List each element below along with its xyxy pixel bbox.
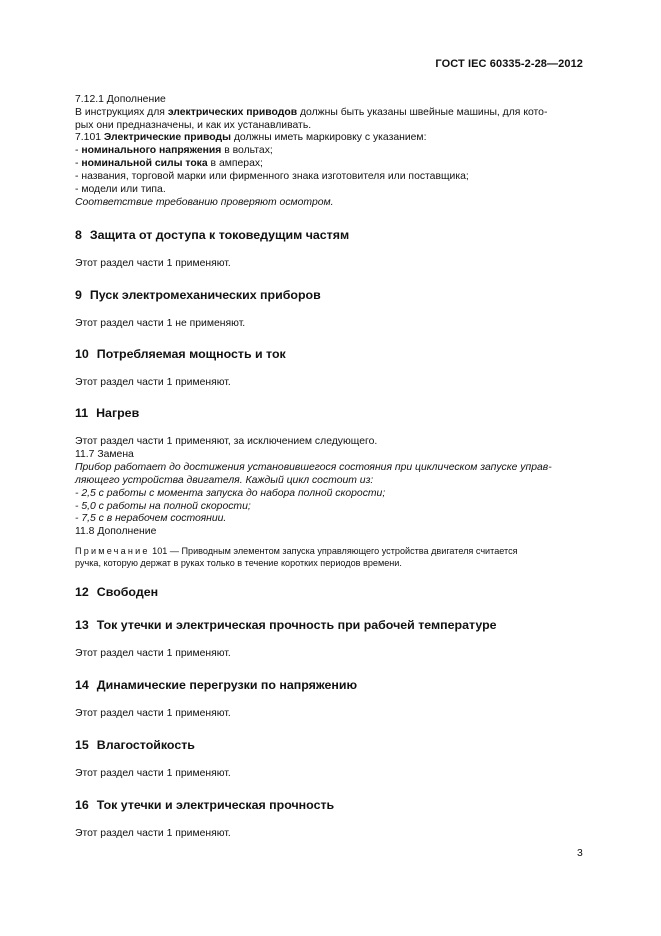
list-item: - номинальной силы тока в амперах; [75, 158, 263, 169]
clause-11-7-text: Прибор работает до достижения установившегося состояния при циклическом запуске управ- [75, 462, 552, 473]
section-15-text: Этот раздел части 1 применяют. [75, 768, 231, 779]
section-11-heading: 11 Нагрев [75, 406, 140, 420]
clause-7-12-1-text-cont: рых они предназначены, и как их устанавливать. [75, 120, 312, 131]
section-9-heading: 9 Пуск электромеханических приборов [75, 288, 321, 302]
clause-7-12-1-text: В инструкциях для электрических приводов должны быть указаны швейные машины, для кото- [75, 107, 548, 118]
section-13-text: Этот раздел части 1 применяют. [75, 648, 231, 659]
list-item: - 7,5 с в нерабочем состоянии. [75, 513, 227, 524]
section-8-heading: 8 Защита от доступа к токоведущим частям [75, 228, 350, 242]
section-12-heading: 12 Свободен [75, 585, 159, 599]
note-101: Примечание 101 — Приводным элементом запуска управляющего устройства двигателя считается [75, 546, 518, 556]
compliance-text: Соответствие требованию проверяют осмотром. [75, 197, 334, 208]
clause-7-101-text: 7.101 Электрические приводы должны иметь маркировку с указанием: [75, 132, 427, 143]
section-11-text: Этот раздел части 1 применяют, за исключением следующего. [75, 436, 378, 447]
page-number: 3 [577, 848, 583, 859]
section-14-heading: 14 Динамические перегрузки по напряжению [75, 678, 358, 692]
list-item: - номинального напряжения в вольтах; [75, 145, 273, 156]
section-14-text: Этот раздел части 1 применяют. [75, 708, 231, 719]
section-16-heading: 16 Ток утечки и электрическая прочность [75, 798, 335, 812]
clause-7-12-1-heading: 7.12.1 Дополнение [75, 94, 166, 105]
section-10-text: Этот раздел части 1 применяют. [75, 377, 231, 388]
section-16-text: Этот раздел части 1 применяют. [75, 828, 231, 839]
list-item: - названия, торговой марки или фирменного знака изготовителя или поставщика; [75, 171, 469, 182]
list-item: - модели или типа. [75, 184, 166, 195]
note-101-cont: ручка, которую держат в руках только в течение коротких периодов времени. [75, 558, 402, 568]
document-header: ГОСТ IEC 60335-2-28—2012 [435, 58, 583, 70]
section-15-heading: 15 Влагостойкость [75, 738, 195, 752]
clause-11-7-text-cont: ляющего устройства двигателя. Каждый цикл состоит из: [75, 475, 374, 486]
section-9-text: Этот раздел части 1 не применяют. [75, 318, 246, 329]
list-item: - 2,5 с работы с момента запуска до набора полной скорости; [75, 488, 386, 499]
list-item: - 5,0 с работы на полной скорости; [75, 501, 251, 512]
clause-11-8-heading: 11.8 Дополнение [75, 526, 157, 537]
clause-11-7-heading: 11.7 Замена [75, 449, 134, 460]
section-13-heading: 13 Ток утечки и электрическая прочность при рабочей температуре [75, 618, 497, 632]
section-10-heading: 10 Потребляемая мощность и ток [75, 347, 286, 361]
section-8-text: Этот раздел части 1 применяют. [75, 258, 231, 269]
